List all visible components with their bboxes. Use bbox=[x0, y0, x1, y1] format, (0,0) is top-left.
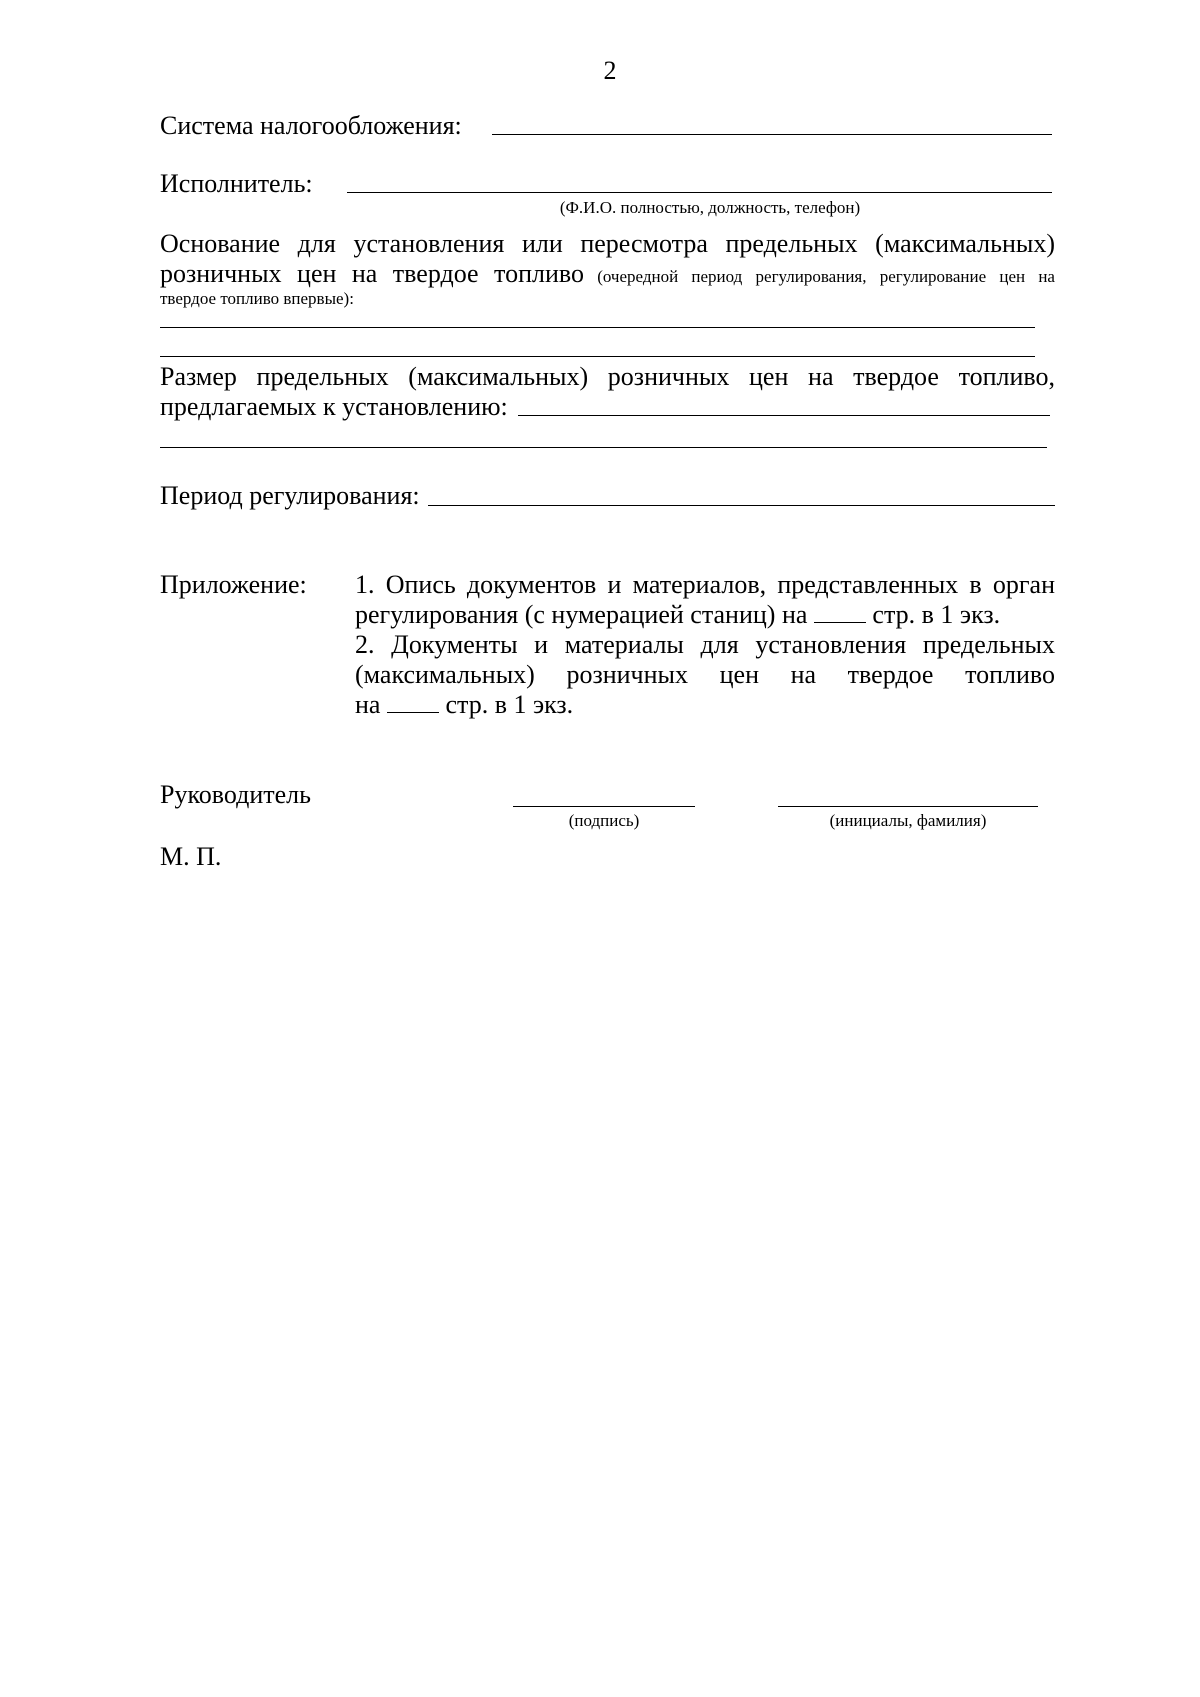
attachment-item-1-text: регулирования (с нумерацией станиц) на bbox=[355, 600, 814, 629]
executor-blank[interactable] bbox=[347, 192, 1052, 193]
price-size-line-2: предлагаемых к установлению: bbox=[160, 392, 508, 421]
tax-system-label: Система налогообложения: bbox=[160, 111, 462, 140]
executor-hint: (Ф.И.О. полностью, должность, телефон) bbox=[559, 198, 861, 217]
signature-hint: (подпись) bbox=[568, 811, 640, 830]
name-hint: (инициалы, фамилия) bbox=[829, 811, 987, 830]
attachment-item-2-text: на bbox=[355, 690, 387, 719]
price-size-blank-1[interactable] bbox=[518, 415, 1050, 416]
period-blank[interactable] bbox=[428, 505, 1055, 506]
stamp-place: М. П. bbox=[160, 842, 222, 871]
period-label: Период регулирования: bbox=[160, 481, 420, 510]
basis-note-continuation: твердое топливо впервые): bbox=[160, 289, 354, 308]
price-size-blank-2[interactable] bbox=[160, 447, 1047, 448]
price-size-line-1: Размер предельных (максимальных) розничных цен на твердое топливо, bbox=[160, 362, 1055, 391]
basis-main-text: розничных цен на твердое топливо bbox=[160, 259, 584, 288]
attachment-label: Приложение: bbox=[160, 570, 307, 599]
basis-blank-2[interactable] bbox=[160, 356, 1035, 357]
basis-blank-1[interactable] bbox=[160, 327, 1035, 328]
executor-label: Исполнитель: bbox=[160, 169, 313, 198]
attachment-item-2-line-3 bbox=[355, 690, 573, 720]
attachment-item-2-pages-blank[interactable] bbox=[387, 690, 439, 713]
head-label: Руководитель bbox=[160, 780, 311, 809]
attachment-item-2-line-2: (максимальных) розничных цен на твердое топливо bbox=[355, 660, 1055, 689]
basis-line-2 bbox=[160, 259, 1055, 292]
tax-system-blank[interactable] bbox=[492, 134, 1052, 135]
name-blank[interactable] bbox=[778, 806, 1038, 807]
page-number: 2 bbox=[603, 56, 617, 85]
attachment-item-1-line-2 bbox=[355, 600, 1000, 630]
attachment-item-1-line-1: 1. Опись документов и материалов, представленных в орган bbox=[355, 570, 1055, 599]
attachment-item-1-suffix: стр. в 1 экз. bbox=[865, 600, 1001, 629]
attachment-item-2-line-1: 2. Документы и материалы для установления предельных bbox=[355, 630, 1055, 659]
attachment-item-2-suffix: стр. в 1 экз. bbox=[438, 690, 574, 719]
basis-note-text: (очередной период регулирования, регулирование цен на bbox=[583, 267, 1055, 286]
basis-line-1: Основание для установления или пересмотра предельных (максимальных) bbox=[160, 229, 1055, 258]
attachment-item-1-pages-blank[interactable] bbox=[814, 600, 866, 623]
signature-blank[interactable] bbox=[513, 806, 695, 807]
